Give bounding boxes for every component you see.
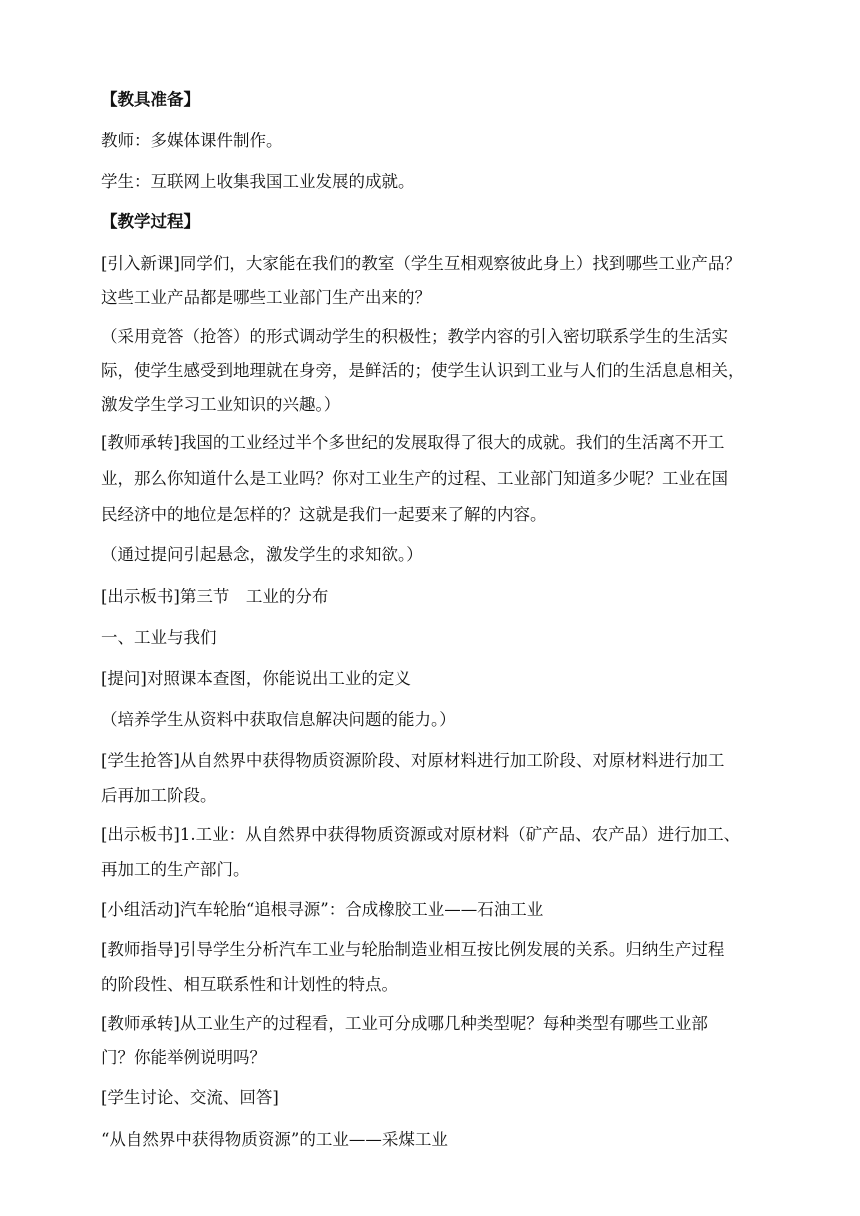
paragraph-line: 后再加工阶段。 bbox=[101, 786, 217, 805]
paragraph-line: [学生抢答]从自然界中获得物质资源阶段、对原材料进行加工阶段、对原材料进行加工 bbox=[101, 751, 725, 770]
paragraph-line: 这些工业产品都是哪些工业部门生产出来的？ bbox=[101, 288, 431, 307]
paragraph-line: 民经济中的地位是怎样的？这就是我们一起要来了解的内容。 bbox=[101, 505, 547, 524]
paragraph-line: 际，使学生感受到地理就在身旁，是鲜活的；使学生认识到工业与人们的生活息息相关， bbox=[101, 361, 745, 380]
paragraph-line: [教师承转]从工业生产的过程看，工业可分成哪几种类型呢？每种类型有哪些工业部 bbox=[101, 1014, 708, 1033]
paragraph-line: （培养学生从资料中获取信息解决问题的能力。） bbox=[101, 710, 456, 729]
section-heading-teaching-aids: 【教具准备】 bbox=[101, 90, 200, 109]
paragraph-line: [提问]对照课本查图，你能说出工业的定义 bbox=[101, 669, 411, 688]
paragraph-line: 再加工的生产部门。 bbox=[101, 860, 250, 879]
section-heading-teaching-process: 【教学过程】 bbox=[101, 212, 200, 231]
paragraph-line: （通过提问引起悬念，激发学生的求知欲。） bbox=[101, 545, 423, 564]
paragraph-line: [小组活动]汽车轮胎“追根寻源”：合成橡胶工业——石油工业 bbox=[101, 900, 544, 919]
paragraph-line: [出示板书]1.工业：从自然界中获得物质资源或对原材料（矿产品、农产品）进行加工、 bbox=[101, 825, 741, 844]
paragraph-line: 激发学生学习工业知识的兴趣。） bbox=[101, 395, 341, 414]
paragraph-line: 业，那么你知道什么是工业吗？你对工业生产的过程、工业部门知道多少呢？工业在国 bbox=[101, 469, 728, 488]
paragraph-line: 学生：互联网上收集我国工业发展的成就。 bbox=[101, 172, 415, 191]
paragraph-line: “从自然界中获得物质资源”的工业——采煤工业 bbox=[101, 1130, 448, 1149]
paragraph-line: [教师承转]我国的工业经过半个多世纪的发展取得了很大的成就。我们的生活离不开工 bbox=[101, 433, 725, 452]
paragraph-line: 门？你能举例说明吗？ bbox=[101, 1048, 266, 1067]
paragraph-line: [引入新课]同学们，大家能在我们的教室（学生互相观察彼此身上）找到哪些工业产品？ bbox=[101, 254, 741, 273]
paragraph-line: （采用竞答（抢答）的形式调动学生的积极性；教学内容的引入密切联系学生的生活实 bbox=[101, 327, 728, 346]
paragraph-line: [学生讨论、交流、回答] bbox=[101, 1088, 279, 1107]
paragraph-line: [教师指导]引导学生分析汽车工业与轮胎制造业相互按比例发展的关系。归纳生产过程 bbox=[101, 940, 725, 959]
paragraph-line: [出示板书]第三节 工业的分布 bbox=[101, 587, 329, 606]
paragraph-line: 的阶段性、相互联系性和计划性的特点。 bbox=[101, 975, 398, 994]
paragraph-line: 一、工业与我们 bbox=[101, 628, 217, 647]
paragraph-line: 教师：多媒体课件制作。 bbox=[101, 131, 283, 150]
